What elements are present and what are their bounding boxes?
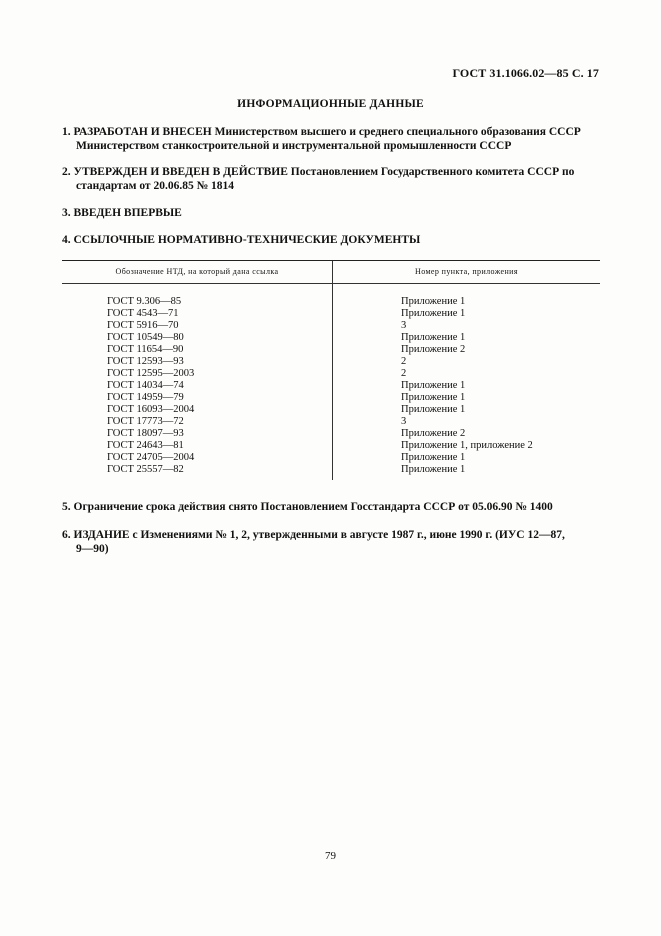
table-cell-clause: 3 [401, 416, 407, 427]
table-header-clause: Номер пункта, приложения [415, 267, 518, 276]
item-6-edition [62, 528, 607, 556]
table-cell-ntd: ГОСТ 24643—81 [107, 440, 184, 451]
reference-table [62, 260, 600, 480]
item-1-developed [62, 125, 607, 153]
table-cell-clause: Приложение 1 [401, 452, 466, 463]
table-cell-clause: Приложение 2 [401, 428, 466, 439]
table-cell-ntd: ГОСТ 14034—74 [107, 380, 184, 391]
item-5-validity [62, 500, 607, 514]
table-cell-clause: Приложение 1 [401, 380, 466, 391]
table-cell-ntd: ГОСТ 10549—80 [107, 332, 184, 343]
item-1-line-2: Министерством станкостроительной и инструментальной промышленности СССР [76, 140, 512, 152]
table-cell-ntd: ГОСТ 12593—93 [107, 356, 184, 367]
table-cell-clause: Приложение 2 [401, 344, 466, 355]
table-cell-ntd: ГОСТ 17773—72 [107, 416, 184, 427]
item-6-head: 6. ИЗДАНИЕ с [62, 529, 138, 541]
standard-reference: ГОСТ 31.1066.02—85 С. 17 [452, 66, 599, 80]
table-cell-clause: Приложение 1 [401, 332, 466, 343]
table-cell-ntd: ГОСТ 11654—90 [107, 344, 184, 355]
item-2-approved [62, 165, 607, 193]
table-cell-ntd: ГОСТ 14959—79 [107, 392, 184, 403]
item-4-text: 4. ССЫЛОЧНЫЕ НОРМАТИВНО-ТЕХНИЧЕСКИЕ ДОКУМЕНТЫ [62, 234, 421, 246]
table-cell-clause: Приложение 1 [401, 296, 466, 307]
item-1-head: 1. РАЗРАБОТАН И ВНЕСЕН [62, 126, 212, 138]
table-header-row [62, 261, 600, 284]
table-cell-clause: Приложение 1 [401, 404, 466, 415]
item-2-line-2: стандартам от 20.06.85 № 1814 [76, 180, 235, 192]
table-column-clause [333, 284, 600, 480]
table-column-ntd [62, 284, 333, 480]
table-cell-clause: Приложение 1, приложение 2 [401, 440, 533, 451]
table-cell-ntd: ГОСТ 5916—70 [107, 320, 179, 331]
table-body [62, 284, 600, 480]
table-cell-ntd: ГОСТ 18097—93 [107, 428, 184, 439]
table-cell-clause: Приложение 1 [401, 392, 466, 403]
page-title: ИНФОРМАЦИОННЫЕ ДАННЫЕ [237, 98, 424, 110]
table-header-ntd: Обозначение НТД, на который дана ссылка [62, 261, 333, 283]
table-cell-ntd: ГОСТ 4543—71 [107, 308, 179, 319]
item-5-text: 5. Ограничение срока действия снято Постановлением Госстандарта СССР от 05.06.90 № 1400 [62, 501, 553, 513]
item-1-line-1: Министерством высшего и среднего специального образования СССР [214, 126, 581, 138]
item-3-text: 3. ВВЕДЕН ВПЕРВЫЕ [62, 207, 182, 219]
table-cell-ntd: ГОСТ 16093—2004 [107, 404, 195, 415]
table-cell-clause: 2 [401, 356, 407, 367]
item-6-line-2: 9—90) [76, 543, 109, 555]
table-cell-clause: Приложение 1 [401, 464, 466, 475]
table-cell-ntd: ГОСТ 12595—2003 [107, 368, 195, 379]
item-3-first-introduced [62, 206, 607, 220]
table-cell-ntd: ГОСТ 24705—2004 [107, 452, 195, 463]
table-cell-clause: 3 [401, 320, 407, 331]
table-cell-clause: Приложение 1 [401, 308, 466, 319]
page-number: 79 [325, 850, 336, 862]
item-2-head: 2. УТВЕРЖДЕН И ВВЕДЕН В ДЕЙСТВИЕ [62, 166, 288, 178]
item-2-line-1: Постановлением Государственного комитета СССР по [290, 166, 575, 178]
item-6-line-1: Изменениями № 1, 2, утвержденными в августе 1987 г., июне 1990 г. (ИУС 12—87, [140, 529, 565, 541]
item-4-references-heading [62, 233, 607, 247]
table-cell-ntd: ГОСТ 9.306—85 [107, 296, 182, 307]
table-cell-clause: 2 [401, 368, 407, 379]
table-cell-ntd: ГОСТ 25557—82 [107, 464, 184, 475]
